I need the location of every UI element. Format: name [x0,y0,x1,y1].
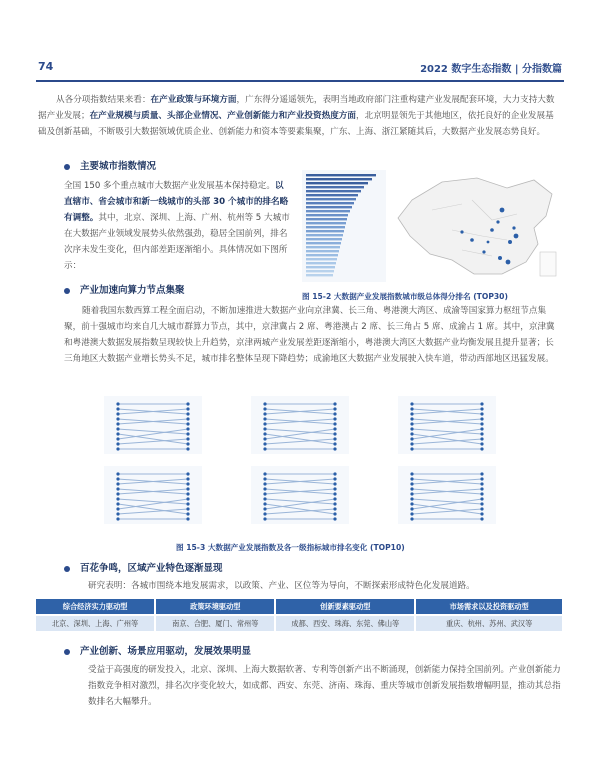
table-cell: 重庆、杭州、苏州、武汉等 [415,615,563,631]
bump-chart-2 [251,396,349,454]
ranking-map-figure [302,170,560,282]
intro-text-2: ，广东得分遥遥领先，表明当地政府部门注重构建产业发展配套环境，大力支持大数据产业发展； [38,95,555,121]
bump-charts-figure [104,396,496,524]
innovation-paragraph: 受益于高强度的研发投入，北京、深圳、上海大数据软著、专利等创新产出不断涌现，创新能力保持全国前列。产业创新能力指数竞争相对激烈，排名次序变化较大，如成都、西安、东莞、济南、珠海、重庆等城市创新发展指数增幅明显，推动其总指数排名大幅攀升。 [88,665,561,707]
figure-caption-15-3: 图 15-3 大数据产业发展指数及各一级指标城市排名变化 (TOP10) [176,543,405,552]
intro-bold-1: 在产业政策与环境方面 [150,95,237,105]
section-heading-regional: 百花争鸣，区域产业特色逐渐显现 [64,560,223,574]
intro-text-3: ，北京明显领先于其他地区，依托良好的企业发展基础及创新基础，不断吸引大数据领域优质企业、创新能力和资本等要素集聚，广东、上海、浙江紧随其后，大数据产业发展态势良好。 [38,111,554,137]
cities-bold: 以直辖市、省会城市和新一线城市的头部 30 个城市的排名略有调整。 [64,181,289,223]
table-header-row [36,599,563,615]
bump-chart-6 [398,466,496,524]
table-header-cell: 综合经济实力驱动型 [36,599,155,615]
figure-caption-15-2: 图 15-2 大数据产业发展指数城市级总体得分排名 (TOP30) [302,292,508,301]
table-cell: 北京、深圳、上海、广州等 [36,615,155,631]
table-row [36,615,563,631]
cities-text-2: 其中，北京、深圳、上海、广州、杭州等 5 大城市在大数据产业领域发展势头依然强劲，稳居全国前列，排名次序未发生变化，但内部差距逐渐缩小。具体情况如下图所示： [64,213,290,271]
table-cell: 南京、合肥、厦门、常州等 [155,615,275,631]
section-heading-cities: 主要城市指数情况 [64,158,156,172]
china-map-outline [398,178,552,274]
intro-paragraph [38,92,562,140]
bump-chart-4 [104,466,202,524]
bump-chart-5 [251,466,349,524]
table-header-cell: 政策环境驱动型 [155,599,275,615]
section-heading-innovation: 产业创新、场景应用驱动，发展效果明显 [64,643,251,657]
header-rule [36,80,564,82]
city-type-table [36,599,564,631]
table-header-cell: 市场需求以及投资驱动型 [415,599,563,615]
bump-chart-3 [398,396,496,454]
section-heading-computing: 产业加速向算力节点集聚 [64,282,185,296]
intro-text-1: 从各分项指数结果来看： [56,95,151,105]
bump-chart-1 [104,396,202,454]
regional-paragraph: 研究表明：各城市围绕本地发展需求，以政策、产业、区位等为导向，不断探索形成特色化发展道路。 [88,581,475,591]
table-cell: 成都、西安、珠海、东莞、佛山等 [275,615,415,631]
running-header: 2022 数字生态指数 | 分指数篇 [420,64,562,75]
table-header-cell: 创新要素驱动型 [275,599,415,615]
cities-paragraph [64,178,292,274]
cities-text-1: 全国 150 多个重点城市大数据产业发展基本保持稳定。 [64,181,275,191]
computing-paragraph: 随着我国东数西算工程全面启动，不断加速推进大数据产业向京津冀、长三角、粤港澳大湾区、成渝等国家算力枢纽节点集聚，前十强城市均来自几大城市群算力节点，其中，京津冀占 2 席、粤港澳占 2 席、长三角占 5 席、成渝占 1 席。其中，京津冀和粤港澳大数据发展指数呈现较快上升趋势，京津两城产业发展差距逐渐缩小，粤港澳大湾区大数据产业均衡发展且提升显著；长三角地区大数据产业增长势头不足，城市排名整体呈现下降趋势；成渝地区大数据产业发展驶入快车道，带动西部地区迅猛发展。 [64,306,555,364]
page-number: 74 [38,60,54,73]
south-sea-inset [540,252,556,276]
intro-bold-2: 在产业规模与质量、头部企业情况、产业创新能力和产业投资热度方面 [89,111,356,121]
